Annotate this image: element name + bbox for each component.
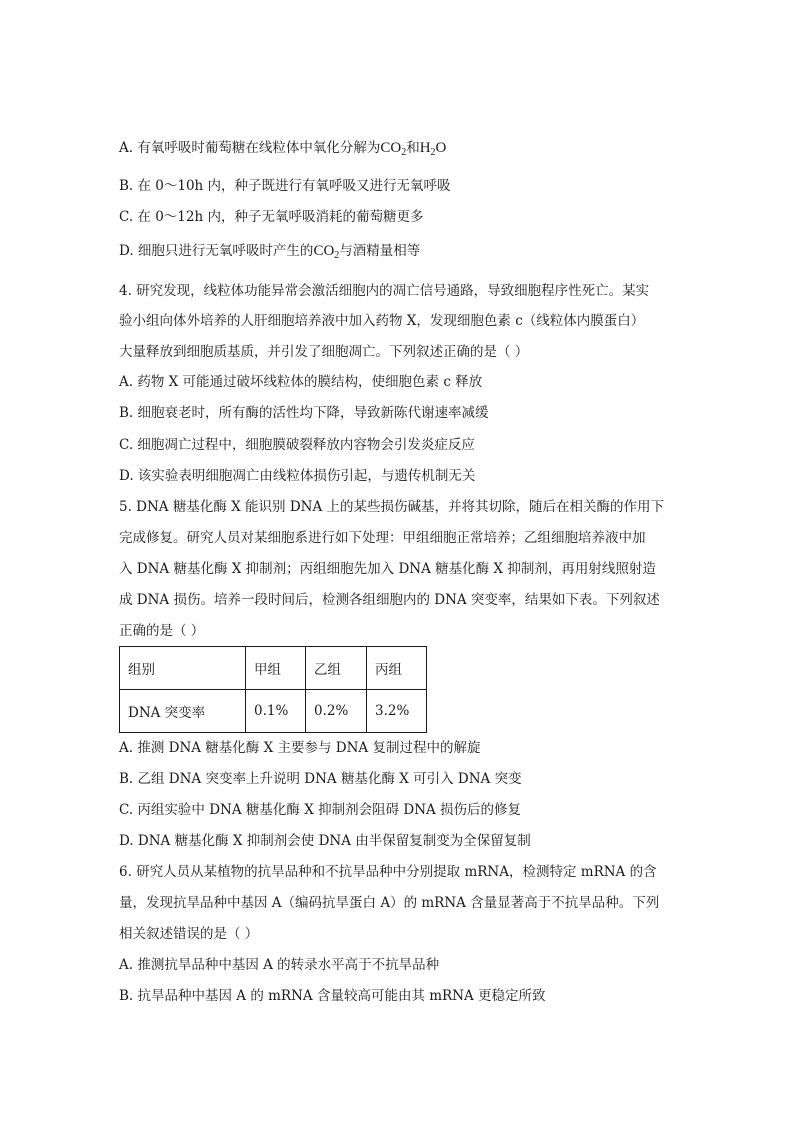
q5-option-d: D. DNA 糖基化酶 X 抑制剂会使 DNA 由半保留复制变为全保留复制 — [119, 833, 531, 849]
table-cell: DNA 突变率 — [120, 690, 246, 733]
q3-option-b: B. 在 0～10h 内，种子既进行有氧呼吸又进行无氧呼吸 — [119, 178, 451, 194]
table-cell: 0.2% — [306, 690, 367, 733]
mutation-rate-table — [119, 646, 427, 733]
q5-stem-line: 成 DNA 损伤。培养一段时间后，检测各组细胞内的 DNA 突变率，结果如下表。下列叙述 — [119, 592, 660, 608]
q6-option-a: A. 推测抗旱品种中基因 A 的转录水平高于不抗旱品种 — [119, 957, 440, 973]
q5-stem-line: 正确的是（ ） — [119, 623, 205, 639]
table-cell: 0.1% — [246, 690, 306, 733]
q5-stem-line: 5. DNA 糖基化酶 X 能识别 DNA 上的某些损伤碱基，并将其切除，随后在相关酶的作用下 — [119, 499, 665, 515]
q5-option-b: B. 乙组 DNA 突变率上升说明 DNA 糖基化酶 X 可引入 DNA 突变 — [119, 771, 522, 787]
q3-option-c: C. 在 0～12h 内，种子无氧呼吸消耗的葡萄糖更多 — [119, 209, 424, 225]
h2o-formula: $H_2O$ — [419, 140, 447, 158]
q5-option-c: C. 丙组实验中 DNA 糖基化酶 X 抑制剂会阻碍 DNA 损伤后的修复 — [119, 802, 522, 818]
q4-stem-line: 4. 研究发现，线粒体功能异常会激活细胞内的凋亡信号通路，导致细胞程序性死亡。某实 — [119, 283, 650, 299]
table-header-cell: 甲组 — [246, 647, 306, 690]
table-header-cell: 乙组 — [306, 647, 367, 690]
q3-option-a: A. 有氧呼吸时葡萄糖在线粒体中氧化分解为$CO_2$和$H_2O$ — [119, 140, 447, 158]
q4-stem-line: 验小组向体外培养的人肝细胞培养液中加入药物 X，发现细胞色素 c（线粒体内膜蛋白） — [119, 313, 645, 329]
q6-stem-line: 量，发现抗旱品种中基因 A（编码抗旱蛋白 A）的 mRNA 含量显著高于不抗旱品种。下列 — [119, 895, 660, 911]
q5-stem-line: 完成修复。研究人员对某细胞系进行如下处理：甲组细胞正常培养；乙组细胞培养液中加 — [119, 530, 646, 546]
q4-option-a: A. 药物 X 可能通过破坏线粒体的膜结构，使细胞色素 c 释放 — [119, 374, 483, 390]
table-cell: 3.2% — [367, 690, 427, 733]
table-row — [120, 690, 427, 733]
q3-option-a-text: A. 有氧呼吸时葡萄糖在线粒体中氧化分解为 — [119, 140, 381, 156]
q6-stem-line: 6. 研究人员从某植物的抗旱品种和不抗旱品种中分别提取 mRNA，检测特定 mRNA 的含 — [119, 864, 657, 880]
table-header-cell: 丙组 — [367, 647, 427, 690]
q5-option-a: A. 推测 DNA 糖基化酶 X 主要参与 DNA 复制过程中的解旋 — [119, 740, 481, 756]
co2-formula: $CO_2$ — [313, 243, 340, 261]
q6-stem-line: 相关叙述错误的是（ ） — [119, 926, 259, 942]
q3-option-d: D. 细胞只进行无氧呼吸时产生的$CO_2$与酒精量相等 — [119, 243, 421, 261]
co2-formula: $CO_2$ — [380, 140, 407, 158]
table-header-cell: 组别 — [120, 647, 246, 690]
q4-option-b: B. 细胞衰老时，所有酶的活性均下降，导致新陈代谢速率减缓 — [119, 405, 489, 421]
q4-option-c: C. 细胞凋亡过程中，细胞膜破裂释放内容物会引发炎症反应 — [119, 437, 475, 453]
q5-stem-line: 入 DNA 糖基化酶 X 抑制剂；丙组细胞先加入 DNA 糖基化酶 X 抑制剂，再用射线照射造 — [119, 561, 656, 577]
q6-option-b: B. 抗旱品种中基因 A 的 mRNA 含量较高可能由其 mRNA 更稳定所致 — [119, 988, 546, 1004]
table-row — [120, 647, 427, 690]
q4-stem-line: 大量释放到细胞质基质，并引发了细胞凋亡。下列叙述正确的是（ ） — [119, 344, 529, 360]
q4-option-d: D. 该实验表明细胞凋亡由线粒体损伤引起，与遗传机制无关 — [119, 468, 476, 484]
